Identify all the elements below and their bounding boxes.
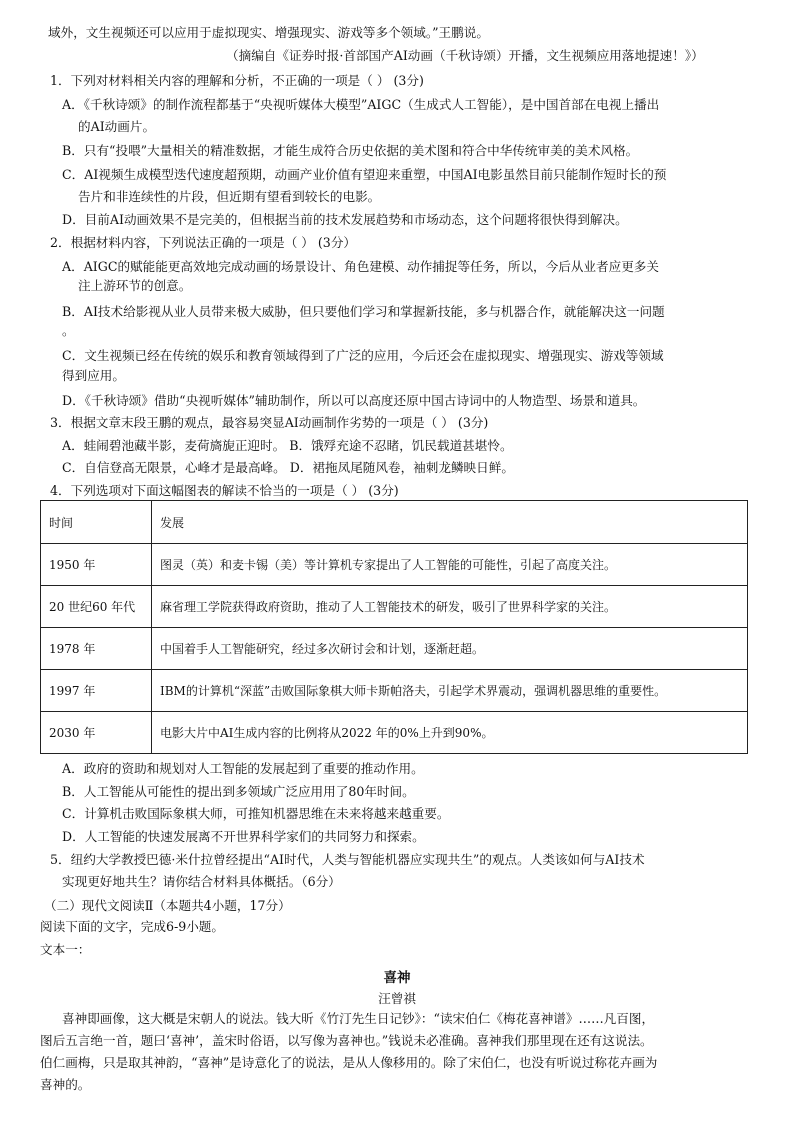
table-cell-development: 麻省理工学院获得政府资助，推动了人工智能技术的研发，吸引了世界科学家的关注。 — [152, 586, 748, 628]
table-row — [41, 712, 748, 754]
source-citation: （摘编自《证券时报·首部国产AI动画（千秋诗颂）开播，文生视频应用落地提速！》） — [226, 48, 704, 63]
table-cell-development: 中国着手人工智能研究，经过多次研讨会和计划，逐渐赶超。 — [152, 628, 748, 670]
table-row — [41, 628, 748, 670]
instruction: 阅读下面的文字，完成6-9小题。 — [40, 919, 224, 934]
essay-paragraph-line: 伯仁画梅，只是取其神韵，“喜神”是诗意化了的说法，是从人像移用的。除了宋伯仁，也没有听说过称花卉画为 — [40, 1055, 658, 1070]
table-row — [41, 544, 748, 586]
ai-timeline-table — [40, 500, 748, 754]
q2-option-a-cont: 注上游环节的创意。 — [78, 278, 192, 293]
table-cell-time: 20 世纪60 年代 — [41, 586, 152, 628]
text-label: 文本一： — [40, 942, 91, 957]
table-header: 时间 — [41, 501, 152, 544]
essay-paragraph-line: 图后五言绝一首，题曰‘喜神’，盖宋时俗语，以写像为喜神也。”钱说未必准确。喜神我们那里现在还有这说法。 — [40, 1033, 653, 1048]
table-header-row — [41, 501, 748, 544]
q1-option-c-cont: 告片和非连续性的片段，但近期有望看到较长的电影。 — [78, 189, 381, 204]
q3-options-cd: C．自信登高无限景，心峰才是最高峰。 D．裙拖凤尾随风卷，袖刺龙鳞映日鲜。 — [62, 460, 514, 475]
table-cell-development: IBM的计算机“深蓝”击败国际象棋大师卡斯帕洛夫，引起学术界震动，强调机器思维的重要性。 — [152, 670, 748, 712]
q4-option-d: D．人工智能的快速发展离不开世界科学家们的共同努力和探索。 — [62, 829, 425, 844]
table-cell-development: 图灵（英）和麦卡锡（美）等计算机专家提出了人工智能的可能性，引起了高度关注。 — [152, 544, 748, 586]
q2-option-b-cont: 。 — [62, 323, 75, 338]
q1-option-a: A．《千秋诗颂》的制作流程都基于“央视听媒体大模型”AIGC（生成式人工智能），是中国首部在电视上播出 — [62, 97, 660, 112]
table-cell-time: 1997 年 — [41, 670, 152, 712]
table-cell-time: 1950 年 — [41, 544, 152, 586]
table-header: 发展 — [152, 501, 748, 544]
table-row — [41, 586, 748, 628]
table-cell-time: 2030 年 — [41, 712, 152, 754]
text-line: 域外，文生视频还可以应用于虚拟现实、增强现实、游戏等多个领域。”王鹏说。 — [48, 25, 489, 40]
question-3: 3．根据文章末段王鹏的观点，最容易突显AI动画制作劣势的一项是（ ） (3分) — [50, 415, 489, 430]
q2-option-d: D．《千秋诗颂》借助“央视听媒体”辅助制作，所以可以高度还原中国古诗词中的人物造型、场景和道具。 — [62, 393, 646, 408]
q1-option-d: D．目前AI动画效果不是完美的，但根据当前的技术发展趋势和市场动态，这个问题将很快得到解决。 — [62, 212, 628, 227]
question-5: 5．纽约大学教授巴德·米什拉曾经提出“AI时代，人类与智能机器应实现共生”的观点。人类该如何与AI技术 — [50, 852, 645, 867]
q1-option-b: B．只有“投喂”大量相关的精准数据，才能生成符合历史依据的美术图和符合中华传统审美的美术风格。 — [62, 143, 639, 158]
question-1: 1．下列对材料相关内容的理解和分析，不正确的一项是（ ） (3分) — [50, 73, 424, 88]
essay-paragraph-line: 喜神即画像，这大概是宋朝人的说法。钱大昕《竹汀先生日记钞》：“读宋伯仁《梅花喜神谱》……凡百图， — [62, 1011, 655, 1026]
q2-option-c-cont: 得到应用。 — [62, 368, 125, 383]
table-cell-time: 1978 年 — [41, 628, 152, 670]
question-4: 4．下列选项对下面这幅图表的解读不恰当的一项是（ ） (3分) — [50, 483, 399, 498]
q1-option-a-cont: 的AI动画片。 — [78, 119, 156, 134]
q4-option-a: A．政府的资助和规划对人工智能的发展起到了重要的推动作用。 — [62, 761, 424, 776]
question-2: 2．根据材料内容，下列说法正确的一项是（ ） (3分） — [50, 235, 357, 250]
table-cell-development: 电影大片中AI生成内容的比例将从2022 年的0%上升到90%。 — [152, 712, 748, 754]
q2-option-a: A．AIGC的赋能能更高效地完成动画的场景设计、角色建模、动作捕捉等任务，所以，今后从业者应更多关 — [62, 259, 659, 274]
question-5-cont: 实现更好地共生？请你结合材料具体概括。（6分） — [62, 874, 341, 889]
q1-option-c: C．AI视频生成模型迭代速度超预期，动画产业价值有望迎来重塑，中国AI电影虽然目前只能制作短时长的预 — [62, 167, 667, 182]
table-row — [41, 670, 748, 712]
q3-options-ab: A．蛙闹碧池藏半影，麦荷旖旎正迎时。 B．饿殍充途不忍睹，饥民载道甚堪怜。 — [62, 438, 513, 453]
section-heading: （二）现代文阅读Ⅱ（本题共4小题，17分） — [44, 898, 291, 913]
q4-option-b: B．人工智能从可能性的提出到多领域广泛应用用了80年时间。 — [62, 784, 415, 799]
essay-paragraph-line: 喜神的。 — [40, 1077, 91, 1092]
q2-option-c: C．文生视频已经在传统的娱乐和教育领域得到了广泛的应用，今后还会在虚拟现实、增强现实、游戏等领域 — [62, 348, 664, 363]
q4-option-c: C．计算机击败国际象棋大师，可推知机器思维在未来将越来越重要。 — [62, 806, 450, 821]
q2-option-b: B．AI技术给影视从业人员带来极大威胁，但只要他们学习和掌握新技能，多与机器合作，就能解决这一问题 — [62, 304, 665, 319]
essay-title: 喜神 — [383, 970, 411, 986]
essay-author: 汪曾祺 — [378, 991, 416, 1006]
